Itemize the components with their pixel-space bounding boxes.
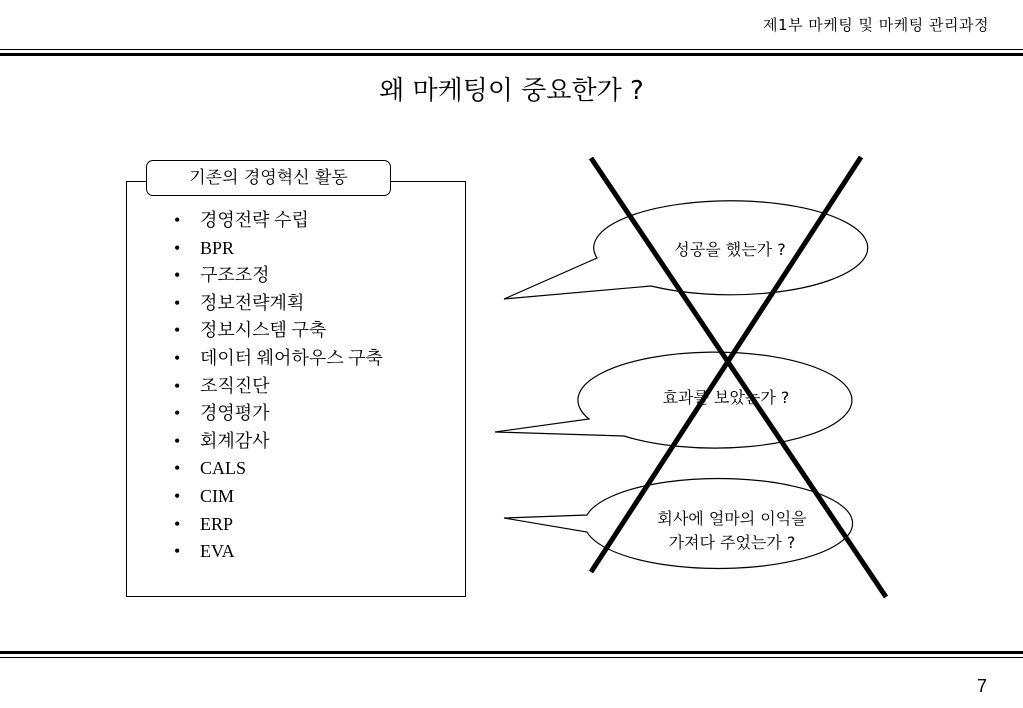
bullet-icon: • bbox=[174, 320, 181, 341]
bullet-icon: • bbox=[174, 210, 181, 230]
chapter-heading: 제1부 마케팅 및 마케팅 관리과정 bbox=[763, 16, 989, 34]
bullet-icon: • bbox=[174, 403, 181, 424]
page-number: 7 bbox=[976, 676, 987, 696]
list-item: • 회계감사 bbox=[174, 428, 383, 456]
bullet-icon: • bbox=[174, 541, 181, 562]
bullet-icon: • bbox=[174, 347, 181, 368]
bubble-text-effect: 효과를 보았는가 ? bbox=[662, 388, 790, 407]
list-item: • 경영평가 bbox=[174, 400, 383, 428]
list-item: • 정보전략계획 bbox=[174, 290, 383, 318]
list-item: • BPR bbox=[174, 235, 383, 263]
list-item: • EVA bbox=[174, 538, 383, 566]
cross-line-1 bbox=[591, 158, 886, 597]
list-item: • 경영전략 수립 bbox=[174, 207, 383, 235]
bullet-icon: • bbox=[174, 237, 181, 258]
bubble-text-profit-line2: 가져다 주었는가 ? bbox=[668, 533, 796, 552]
bullet-icon: • bbox=[174, 430, 181, 451]
list-item: • CIM bbox=[174, 483, 383, 511]
bubble-text-profit-line1: 회사에 얼마의 이익을 bbox=[657, 509, 807, 528]
list-item: • 구조조정 bbox=[174, 262, 383, 290]
footer-rule-thick bbox=[0, 651, 1023, 654]
bubble-text-success: 성공을 했는가 ? bbox=[674, 240, 786, 259]
bullet-icon: • bbox=[174, 513, 181, 534]
bullet-icon: • bbox=[174, 265, 181, 286]
bullet-icon: • bbox=[174, 458, 181, 479]
footer-rule-thin bbox=[0, 657, 1023, 658]
bullet-icon: • bbox=[174, 292, 181, 313]
list-item: • ERP bbox=[174, 511, 383, 539]
panel-tab-label: 기존의 경영혁신 활동 bbox=[146, 160, 391, 196]
bullet-icon: • bbox=[174, 375, 181, 396]
slide-title: 왜 마케팅이 중요한가 ? bbox=[379, 76, 644, 106]
bullet-icon: • bbox=[174, 485, 181, 506]
list-item: • CALS bbox=[174, 455, 383, 483]
list-item: • 정보시스템 구축 bbox=[174, 317, 383, 345]
list-item: • 데이터 웨어하우스 구축 bbox=[174, 345, 383, 373]
list-item: • 조직진단 bbox=[174, 373, 383, 401]
